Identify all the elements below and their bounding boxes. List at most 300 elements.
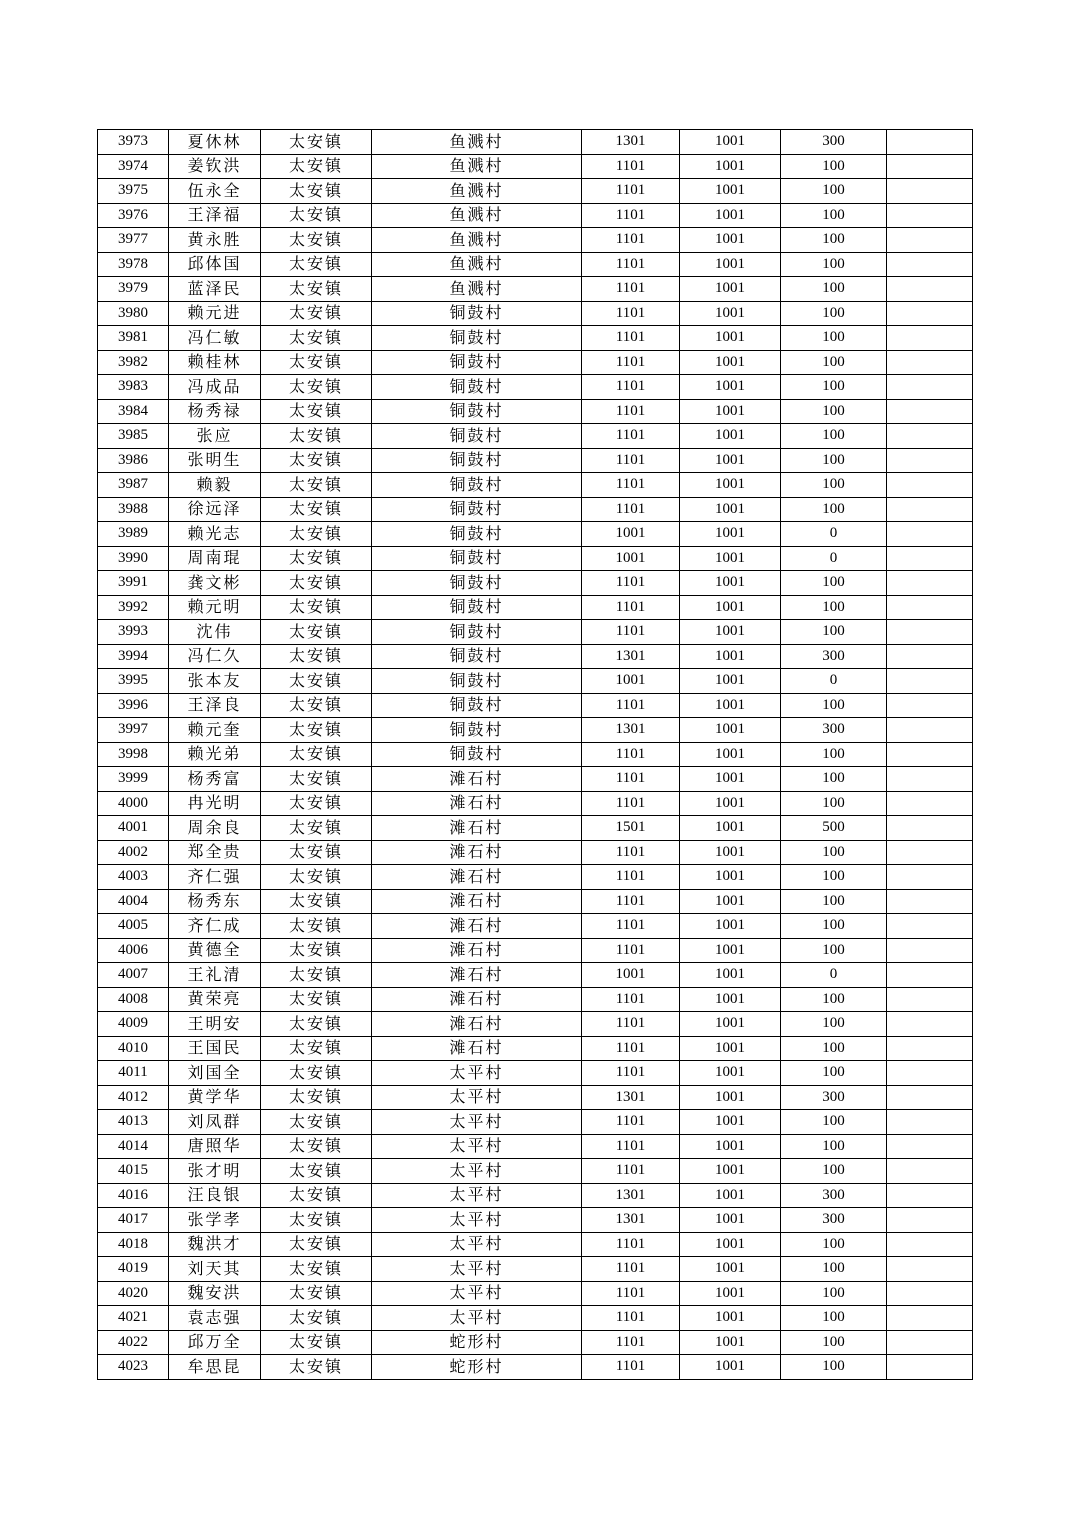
table-row (98, 522, 973, 547)
note-cell (887, 865, 973, 890)
person-name-cell: 王泽福 (169, 203, 261, 228)
row-number-cell: 3980 (98, 301, 169, 326)
town-cell: 太安镇 (261, 718, 372, 743)
code-cell: 1001 (680, 889, 781, 914)
table-row (98, 326, 973, 351)
village-cell: 铜鼓村 (372, 326, 582, 351)
village-cell: 铜鼓村 (372, 693, 582, 718)
code-cell: 1001 (680, 620, 781, 645)
code-cell: 1101 (582, 1159, 680, 1184)
code-cell: 1001 (680, 546, 781, 571)
person-name-cell: 黄永胜 (169, 228, 261, 253)
code-cell: 1001 (680, 742, 781, 767)
code-cell: 1001 (680, 350, 781, 375)
code-cell: 1001 (680, 424, 781, 449)
code-cell: 1101 (582, 693, 680, 718)
village-cell: 太平村 (372, 1208, 582, 1233)
person-name-cell: 伍永全 (169, 179, 261, 204)
town-cell: 太安镇 (261, 595, 372, 620)
town-cell: 太安镇 (261, 1159, 372, 1184)
code-cell: 1001 (680, 326, 781, 351)
town-cell: 太安镇 (261, 742, 372, 767)
town-cell: 太安镇 (261, 644, 372, 669)
table-row (98, 448, 973, 473)
note-cell (887, 1012, 973, 1037)
town-cell: 太安镇 (261, 448, 372, 473)
row-number-cell: 4010 (98, 1036, 169, 1061)
code-cell: 1001 (680, 1110, 781, 1135)
town-cell: 太安镇 (261, 473, 372, 498)
code-cell: 1101 (582, 742, 680, 767)
note-cell (887, 669, 973, 694)
note-cell (887, 301, 973, 326)
row-number-cell: 4003 (98, 865, 169, 890)
amount-cell: 100 (781, 1232, 887, 1257)
row-number-cell: 3997 (98, 718, 169, 743)
amount-cell: 300 (781, 1183, 887, 1208)
amount-cell: 0 (781, 522, 887, 547)
code-cell: 1101 (582, 1281, 680, 1306)
town-cell: 太安镇 (261, 179, 372, 204)
person-name-cell: 邱万全 (169, 1330, 261, 1355)
amount-cell: 100 (781, 742, 887, 767)
amount-cell: 100 (781, 473, 887, 498)
village-cell: 太平村 (372, 1183, 582, 1208)
village-cell: 太平村 (372, 1257, 582, 1282)
row-number-cell: 3990 (98, 546, 169, 571)
person-name-cell: 张应 (169, 424, 261, 449)
table-row (98, 1183, 973, 1208)
code-cell: 1001 (680, 791, 781, 816)
row-number-cell: 3999 (98, 767, 169, 792)
amount-cell: 100 (781, 840, 887, 865)
note-cell (887, 1134, 973, 1159)
code-cell: 1001 (680, 1134, 781, 1159)
amount-cell: 100 (781, 326, 887, 351)
code-cell: 1301 (582, 1208, 680, 1233)
town-cell: 太安镇 (261, 252, 372, 277)
table-row (98, 1257, 973, 1282)
row-number-cell: 3992 (98, 595, 169, 620)
code-cell: 1001 (680, 1306, 781, 1331)
person-name-cell: 王明安 (169, 1012, 261, 1037)
note-cell (887, 1036, 973, 1061)
code-cell: 1001 (680, 963, 781, 988)
village-cell: 滩石村 (372, 840, 582, 865)
table-row (98, 252, 973, 277)
amount-cell: 100 (781, 914, 887, 939)
amount-cell: 0 (781, 546, 887, 571)
village-cell: 滩石村 (372, 987, 582, 1012)
town-cell: 太安镇 (261, 987, 372, 1012)
row-number-cell: 4020 (98, 1281, 169, 1306)
person-name-cell: 冉光明 (169, 791, 261, 816)
code-cell: 1101 (582, 1036, 680, 1061)
note-cell (887, 791, 973, 816)
village-cell: 鱼溅村 (372, 203, 582, 228)
village-cell: 滩石村 (372, 938, 582, 963)
row-number-cell: 3984 (98, 399, 169, 424)
code-cell: 1101 (582, 375, 680, 400)
amount-cell: 100 (781, 1036, 887, 1061)
code-cell: 1301 (582, 718, 680, 743)
note-cell (887, 693, 973, 718)
row-number-cell: 3995 (98, 669, 169, 694)
person-name-cell: 邱体国 (169, 252, 261, 277)
amount-cell: 100 (781, 277, 887, 302)
town-cell: 太安镇 (261, 130, 372, 155)
table-row (98, 350, 973, 375)
note-cell (887, 375, 973, 400)
note-cell (887, 448, 973, 473)
note-cell (887, 620, 973, 645)
table-row (98, 375, 973, 400)
note-cell (887, 1061, 973, 1086)
note-cell (887, 203, 973, 228)
code-cell: 1001 (680, 179, 781, 204)
code-cell: 1301 (582, 644, 680, 669)
table-row (98, 399, 973, 424)
person-name-cell: 姜钦洪 (169, 154, 261, 179)
town-cell: 太安镇 (261, 350, 372, 375)
row-number-cell: 4018 (98, 1232, 169, 1257)
note-cell (887, 1208, 973, 1233)
row-number-cell: 4008 (98, 987, 169, 1012)
town-cell: 太安镇 (261, 791, 372, 816)
town-cell: 太安镇 (261, 203, 372, 228)
row-number-cell: 3982 (98, 350, 169, 375)
table-row (98, 1110, 973, 1135)
village-cell: 铜鼓村 (372, 669, 582, 694)
town-cell: 太安镇 (261, 865, 372, 890)
row-number-cell: 4004 (98, 889, 169, 914)
town-cell: 太安镇 (261, 1134, 372, 1159)
row-number-cell: 3994 (98, 644, 169, 669)
table-row (98, 154, 973, 179)
note-cell (887, 546, 973, 571)
row-number-cell: 4021 (98, 1306, 169, 1331)
table-row (98, 1232, 973, 1257)
town-cell: 太安镇 (261, 1036, 372, 1061)
town-cell: 太安镇 (261, 1330, 372, 1355)
note-cell (887, 1306, 973, 1331)
table-row (98, 473, 973, 498)
row-number-cell: 3973 (98, 130, 169, 155)
person-name-cell: 杨秀富 (169, 767, 261, 792)
table-row (98, 1012, 973, 1037)
town-cell: 太安镇 (261, 816, 372, 841)
person-name-cell: 赖毅 (169, 473, 261, 498)
row-number-cell: 4002 (98, 840, 169, 865)
amount-cell: 100 (781, 1061, 887, 1086)
code-cell: 1001 (582, 669, 680, 694)
code-cell: 1101 (582, 1355, 680, 1380)
town-cell: 太安镇 (261, 1061, 372, 1086)
town-cell: 太安镇 (261, 546, 372, 571)
village-cell: 鱼溅村 (372, 130, 582, 155)
code-cell: 1001 (680, 571, 781, 596)
person-name-cell: 郑全贵 (169, 840, 261, 865)
table-row (98, 179, 973, 204)
note-cell (887, 277, 973, 302)
person-name-cell: 赖元明 (169, 595, 261, 620)
person-name-cell: 赖元奎 (169, 718, 261, 743)
village-cell: 铜鼓村 (372, 301, 582, 326)
code-cell: 1101 (582, 571, 680, 596)
note-cell (887, 938, 973, 963)
town-cell: 太安镇 (261, 277, 372, 302)
code-cell: 1101 (582, 448, 680, 473)
town-cell: 太安镇 (261, 1355, 372, 1380)
table-row (98, 1036, 973, 1061)
code-cell: 1101 (582, 1330, 680, 1355)
table-row (98, 1306, 973, 1331)
person-name-cell: 汪良银 (169, 1183, 261, 1208)
code-cell: 1101 (582, 840, 680, 865)
table-row (98, 1159, 973, 1184)
village-cell: 鱼溅村 (372, 228, 582, 253)
table-row (98, 130, 973, 155)
code-cell: 1101 (582, 889, 680, 914)
note-cell (887, 595, 973, 620)
code-cell: 1001 (680, 130, 781, 155)
code-cell: 1101 (582, 1257, 680, 1282)
code-cell: 1001 (680, 938, 781, 963)
code-cell: 1001 (680, 203, 781, 228)
code-cell: 1001 (680, 767, 781, 792)
amount-cell: 100 (781, 1159, 887, 1184)
code-cell: 1101 (582, 791, 680, 816)
amount-cell: 0 (781, 963, 887, 988)
row-number-cell: 3985 (98, 424, 169, 449)
code-cell: 1001 (680, 644, 781, 669)
amount-cell: 100 (781, 301, 887, 326)
village-cell: 铜鼓村 (372, 718, 582, 743)
village-cell: 滩石村 (372, 816, 582, 841)
town-cell: 太安镇 (261, 1085, 372, 1110)
table-row (98, 301, 973, 326)
code-cell: 1001 (680, 301, 781, 326)
note-cell (887, 1232, 973, 1257)
town-cell: 太安镇 (261, 963, 372, 988)
table-row (98, 816, 973, 841)
row-number-cell: 3974 (98, 154, 169, 179)
town-cell: 太安镇 (261, 1257, 372, 1282)
amount-cell: 100 (781, 571, 887, 596)
person-name-cell: 魏洪才 (169, 1232, 261, 1257)
village-cell: 太平村 (372, 1232, 582, 1257)
code-cell: 1101 (582, 938, 680, 963)
amount-cell: 100 (781, 1281, 887, 1306)
table-row (98, 889, 973, 914)
note-cell (887, 571, 973, 596)
code-cell: 1001 (680, 987, 781, 1012)
row-number-cell: 4013 (98, 1110, 169, 1135)
amount-cell: 100 (781, 1355, 887, 1380)
code-cell: 1101 (582, 228, 680, 253)
town-cell: 太安镇 (261, 522, 372, 547)
amount-cell: 100 (781, 693, 887, 718)
person-name-cell: 蓝泽民 (169, 277, 261, 302)
amount-cell: 100 (781, 448, 887, 473)
person-name-cell: 冯成品 (169, 375, 261, 400)
note-cell (887, 987, 973, 1012)
village-cell: 太平村 (372, 1085, 582, 1110)
table-row (98, 669, 973, 694)
code-cell: 1001 (680, 718, 781, 743)
table-row (98, 203, 973, 228)
table-row (98, 767, 973, 792)
code-cell: 1001 (582, 963, 680, 988)
village-cell: 铜鼓村 (372, 350, 582, 375)
town-cell: 太安镇 (261, 1281, 372, 1306)
note-cell (887, 252, 973, 277)
note-cell (887, 914, 973, 939)
code-cell: 1001 (680, 1012, 781, 1037)
roster-table (97, 129, 973, 1380)
row-number-cell: 4006 (98, 938, 169, 963)
code-cell: 1101 (582, 1110, 680, 1135)
amount-cell: 100 (781, 154, 887, 179)
code-cell: 1101 (582, 301, 680, 326)
village-cell: 滩石村 (372, 1036, 582, 1061)
amount-cell: 100 (781, 203, 887, 228)
note-cell (887, 1355, 973, 1380)
code-cell: 1301 (582, 1085, 680, 1110)
code-cell: 1101 (582, 1012, 680, 1037)
town-cell: 太安镇 (261, 889, 372, 914)
code-cell: 1001 (680, 669, 781, 694)
village-cell: 滩石村 (372, 963, 582, 988)
village-cell: 太平村 (372, 1159, 582, 1184)
code-cell: 1101 (582, 914, 680, 939)
amount-cell: 300 (781, 1208, 887, 1233)
amount-cell: 100 (781, 620, 887, 645)
row-number-cell: 4023 (98, 1355, 169, 1380)
amount-cell: 0 (781, 669, 887, 694)
amount-cell: 100 (781, 399, 887, 424)
village-cell: 铜鼓村 (372, 448, 582, 473)
town-cell: 太安镇 (261, 840, 372, 865)
code-cell: 1001 (680, 375, 781, 400)
note-cell (887, 522, 973, 547)
row-number-cell: 3996 (98, 693, 169, 718)
code-cell: 1101 (582, 620, 680, 645)
town-cell: 太安镇 (261, 301, 372, 326)
code-cell: 1001 (680, 154, 781, 179)
code-cell: 1001 (680, 1036, 781, 1061)
code-cell: 1101 (582, 326, 680, 351)
code-cell: 1001 (582, 546, 680, 571)
note-cell (887, 1257, 973, 1282)
table-row (98, 791, 973, 816)
table-row (98, 1134, 973, 1159)
table-row (98, 644, 973, 669)
person-name-cell: 徐远泽 (169, 497, 261, 522)
note-cell (887, 399, 973, 424)
table-row (98, 742, 973, 767)
code-cell: 1001 (680, 497, 781, 522)
row-number-cell: 3988 (98, 497, 169, 522)
amount-cell: 300 (781, 1085, 887, 1110)
note-cell (887, 424, 973, 449)
table-row (98, 1061, 973, 1086)
note-cell (887, 816, 973, 841)
code-cell: 1101 (582, 595, 680, 620)
code-cell: 1001 (680, 1159, 781, 1184)
code-cell: 1001 (680, 277, 781, 302)
person-name-cell: 赖光志 (169, 522, 261, 547)
table-row (98, 546, 973, 571)
note-cell (887, 963, 973, 988)
person-name-cell: 周南琨 (169, 546, 261, 571)
person-name-cell: 黄荣亮 (169, 987, 261, 1012)
amount-cell: 100 (781, 791, 887, 816)
person-name-cell: 牟思昆 (169, 1355, 261, 1380)
note-cell (887, 1330, 973, 1355)
person-name-cell: 王国民 (169, 1036, 261, 1061)
note-cell (887, 1159, 973, 1184)
code-cell: 1001 (680, 1257, 781, 1282)
code-cell: 1001 (680, 1208, 781, 1233)
person-name-cell: 杨秀禄 (169, 399, 261, 424)
table-row (98, 277, 973, 302)
person-name-cell: 魏安洪 (169, 1281, 261, 1306)
person-name-cell: 赖元进 (169, 301, 261, 326)
table-row (98, 497, 973, 522)
table-row (98, 1085, 973, 1110)
amount-cell: 100 (781, 179, 887, 204)
amount-cell: 100 (781, 1330, 887, 1355)
village-cell: 滩石村 (372, 914, 582, 939)
town-cell: 太安镇 (261, 228, 372, 253)
row-number-cell: 3986 (98, 448, 169, 473)
village-cell: 铜鼓村 (372, 473, 582, 498)
village-cell: 滩石村 (372, 865, 582, 890)
note-cell (887, 644, 973, 669)
amount-cell: 300 (781, 130, 887, 155)
code-cell: 1001 (680, 252, 781, 277)
table-row (98, 693, 973, 718)
table-row (98, 1281, 973, 1306)
town-cell: 太安镇 (261, 571, 372, 596)
code-cell: 1101 (582, 399, 680, 424)
table-row (98, 987, 973, 1012)
row-number-cell: 4015 (98, 1159, 169, 1184)
amount-cell: 300 (781, 644, 887, 669)
roster-body (98, 130, 973, 1380)
amount-cell: 100 (781, 228, 887, 253)
code-cell: 1001 (680, 228, 781, 253)
code-cell: 1001 (680, 1355, 781, 1380)
person-name-cell: 杨秀东 (169, 889, 261, 914)
table-row (98, 1355, 973, 1380)
town-cell: 太安镇 (261, 1208, 372, 1233)
person-name-cell: 黄学华 (169, 1085, 261, 1110)
code-cell: 1001 (680, 473, 781, 498)
table-row (98, 1330, 973, 1355)
village-cell: 铜鼓村 (372, 742, 582, 767)
code-cell: 1001 (680, 448, 781, 473)
code-cell: 1001 (582, 522, 680, 547)
person-name-cell: 夏休林 (169, 130, 261, 155)
amount-cell: 100 (781, 1134, 887, 1159)
amount-cell: 100 (781, 889, 887, 914)
code-cell: 1101 (582, 497, 680, 522)
town-cell: 太安镇 (261, 326, 372, 351)
village-cell: 铜鼓村 (372, 571, 582, 596)
code-cell: 1101 (582, 277, 680, 302)
